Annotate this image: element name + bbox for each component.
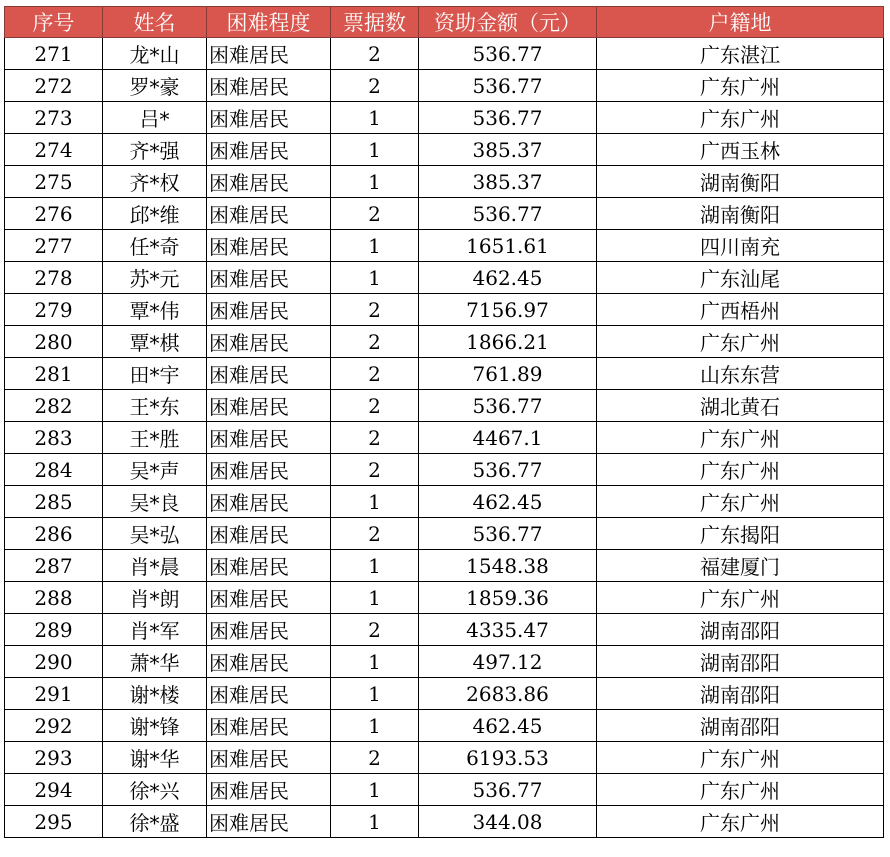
household-registration-cell: 广东揭阳 xyxy=(597,518,884,550)
difficulty-level-cell: 困难居民 xyxy=(207,262,331,294)
name-cell: 吴*良 xyxy=(103,486,207,518)
receipt-count-cell: 1 xyxy=(331,678,419,710)
aid-amount-cell: 536.77 xyxy=(419,454,597,486)
household-registration-cell: 湖南邵阳 xyxy=(597,614,884,646)
aid-amount-cell: 344.08 xyxy=(419,806,597,838)
difficulty-level-cell: 困难居民 xyxy=(207,678,331,710)
table-row xyxy=(5,358,884,390)
household-registration-cell: 广东广州 xyxy=(597,806,884,838)
difficulty-level-cell: 困难居民 xyxy=(207,710,331,742)
household-registration-cell: 广东湛江 xyxy=(597,38,884,70)
difficulty-level-cell: 困难居民 xyxy=(207,518,331,550)
difficulty-level-cell: 困难居民 xyxy=(207,134,331,166)
table-row xyxy=(5,198,884,230)
name-cell: 覃*伟 xyxy=(103,294,207,326)
household-registration-cell: 福建厦门 xyxy=(597,550,884,582)
aid-amount-cell: 761.89 xyxy=(419,358,597,390)
header-name: 姓名 xyxy=(103,7,207,38)
serial-number-cell: 278 xyxy=(5,262,103,294)
table-row xyxy=(5,326,884,358)
receipt-count-cell: 2 xyxy=(331,614,419,646)
difficulty-level-cell: 困难居民 xyxy=(207,326,331,358)
serial-number-cell: 274 xyxy=(5,134,103,166)
name-cell: 吴*弘 xyxy=(103,518,207,550)
aid-amount-cell: 1859.36 xyxy=(419,582,597,614)
household-registration-cell: 湖南邵阳 xyxy=(597,710,884,742)
serial-number-cell: 279 xyxy=(5,294,103,326)
difficulty-level-cell: 困难居民 xyxy=(207,358,331,390)
table-row xyxy=(5,70,884,102)
name-cell: 肖*军 xyxy=(103,614,207,646)
name-cell: 肖*朗 xyxy=(103,582,207,614)
serial-number-cell: 295 xyxy=(5,806,103,838)
household-registration-cell: 广西梧州 xyxy=(597,294,884,326)
aid-amount-cell: 536.77 xyxy=(419,70,597,102)
name-cell: 徐*兴 xyxy=(103,774,207,806)
aid-amount-cell: 1866.21 xyxy=(419,326,597,358)
name-cell: 谢*楼 xyxy=(103,678,207,710)
header-household-registration: 户籍地 xyxy=(597,7,884,38)
serial-number-cell: 271 xyxy=(5,38,103,70)
table-row xyxy=(5,678,884,710)
household-registration-cell: 湖南衡阳 xyxy=(597,166,884,198)
receipt-count-cell: 1 xyxy=(331,486,419,518)
serial-number-cell: 286 xyxy=(5,518,103,550)
receipt-count-cell: 2 xyxy=(331,454,419,486)
serial-number-cell: 288 xyxy=(5,582,103,614)
receipt-count-cell: 2 xyxy=(331,294,419,326)
household-registration-cell: 湖南邵阳 xyxy=(597,646,884,678)
serial-number-cell: 285 xyxy=(5,486,103,518)
serial-number-cell: 281 xyxy=(5,358,103,390)
household-registration-cell: 山东东营 xyxy=(597,358,884,390)
difficulty-level-cell: 困难居民 xyxy=(207,742,331,774)
header-row xyxy=(5,7,884,38)
table-row xyxy=(5,550,884,582)
difficulty-level-cell: 困难居民 xyxy=(207,486,331,518)
aid-amount-cell: 7156.97 xyxy=(419,294,597,326)
data-table xyxy=(4,6,884,838)
receipt-count-cell: 2 xyxy=(331,422,419,454)
table-row xyxy=(5,806,884,838)
aid-amount-cell: 4335.47 xyxy=(419,614,597,646)
difficulty-level-cell: 困难居民 xyxy=(207,390,331,422)
difficulty-level-cell: 困难居民 xyxy=(207,294,331,326)
difficulty-level-cell: 困难居民 xyxy=(207,230,331,262)
household-registration-cell: 广东广州 xyxy=(597,326,884,358)
aid-amount-cell: 536.77 xyxy=(419,518,597,550)
table-row xyxy=(5,230,884,262)
aid-amount-cell: 385.37 xyxy=(419,166,597,198)
aid-amount-cell: 1651.61 xyxy=(419,230,597,262)
serial-number-cell: 276 xyxy=(5,198,103,230)
household-registration-cell: 广东广州 xyxy=(597,486,884,518)
serial-number-cell: 293 xyxy=(5,742,103,774)
table-row xyxy=(5,582,884,614)
name-cell: 田*宇 xyxy=(103,358,207,390)
receipt-count-cell: 2 xyxy=(331,390,419,422)
table-row xyxy=(5,774,884,806)
table-row xyxy=(5,102,884,134)
serial-number-cell: 282 xyxy=(5,390,103,422)
difficulty-level-cell: 困难居民 xyxy=(207,806,331,838)
receipt-count-cell: 1 xyxy=(331,230,419,262)
receipt-count-cell: 2 xyxy=(331,518,419,550)
header-difficulty-level: 困难程度 xyxy=(207,7,331,38)
aid-amount-cell: 536.77 xyxy=(419,38,597,70)
serial-number-cell: 287 xyxy=(5,550,103,582)
table-row xyxy=(5,134,884,166)
receipt-count-cell: 1 xyxy=(331,102,419,134)
household-registration-cell: 广东汕尾 xyxy=(597,262,884,294)
aid-amount-cell: 462.45 xyxy=(419,710,597,742)
difficulty-level-cell: 困难居民 xyxy=(207,646,331,678)
table-row xyxy=(5,422,884,454)
name-cell: 谢*华 xyxy=(103,742,207,774)
aid-amount-cell: 536.77 xyxy=(419,198,597,230)
difficulty-level-cell: 困难居民 xyxy=(207,582,331,614)
serial-number-cell: 273 xyxy=(5,102,103,134)
aid-amount-cell: 536.77 xyxy=(419,774,597,806)
name-cell: 邱*维 xyxy=(103,198,207,230)
household-registration-cell: 广东广州 xyxy=(597,422,884,454)
aid-amount-cell: 4467.1 xyxy=(419,422,597,454)
difficulty-level-cell: 困难居民 xyxy=(207,70,331,102)
name-cell: 徐*盛 xyxy=(103,806,207,838)
household-registration-cell: 广东广州 xyxy=(597,454,884,486)
receipt-count-cell: 1 xyxy=(331,166,419,198)
receipt-count-cell: 1 xyxy=(331,550,419,582)
table-row xyxy=(5,454,884,486)
household-registration-cell: 广东广州 xyxy=(597,742,884,774)
table-row xyxy=(5,38,884,70)
table-row xyxy=(5,614,884,646)
aid-amount-cell: 462.45 xyxy=(419,486,597,518)
name-cell: 萧*华 xyxy=(103,646,207,678)
serial-number-cell: 280 xyxy=(5,326,103,358)
name-cell: 覃*棋 xyxy=(103,326,207,358)
table-row xyxy=(5,262,884,294)
table-row xyxy=(5,294,884,326)
name-cell: 吕* xyxy=(103,102,207,134)
household-registration-cell: 四川南充 xyxy=(597,230,884,262)
receipt-count-cell: 1 xyxy=(331,806,419,838)
receipt-count-cell: 1 xyxy=(331,774,419,806)
serial-number-cell: 292 xyxy=(5,710,103,742)
receipt-count-cell: 2 xyxy=(331,198,419,230)
table-row xyxy=(5,646,884,678)
name-cell: 谢*锋 xyxy=(103,710,207,742)
serial-number-cell: 284 xyxy=(5,454,103,486)
household-registration-cell: 湖南邵阳 xyxy=(597,678,884,710)
difficulty-level-cell: 困难居民 xyxy=(207,774,331,806)
receipt-count-cell: 1 xyxy=(331,134,419,166)
table-row xyxy=(5,486,884,518)
name-cell: 肖*晨 xyxy=(103,550,207,582)
difficulty-level-cell: 困难居民 xyxy=(207,198,331,230)
household-registration-cell: 广东广州 xyxy=(597,102,884,134)
serial-number-cell: 283 xyxy=(5,422,103,454)
serial-number-cell: 272 xyxy=(5,70,103,102)
aid-amount-cell: 385.37 xyxy=(419,134,597,166)
difficulty-level-cell: 困难居民 xyxy=(207,614,331,646)
household-registration-cell: 广东广州 xyxy=(597,582,884,614)
aid-amount-cell: 536.77 xyxy=(419,390,597,422)
difficulty-level-cell: 困难居民 xyxy=(207,454,331,486)
receipt-count-cell: 1 xyxy=(331,262,419,294)
name-cell: 任*奇 xyxy=(103,230,207,262)
aid-amount-cell: 497.12 xyxy=(419,646,597,678)
aid-amount-cell: 6193.53 xyxy=(419,742,597,774)
name-cell: 罗*豪 xyxy=(103,70,207,102)
difficulty-level-cell: 困难居民 xyxy=(207,166,331,198)
receipt-count-cell: 2 xyxy=(331,358,419,390)
serial-number-cell: 294 xyxy=(5,774,103,806)
header-aid-amount: 资助金额（元） xyxy=(419,7,597,38)
household-registration-cell: 广东广州 xyxy=(597,774,884,806)
receipt-count-cell: 1 xyxy=(331,646,419,678)
name-cell: 龙*山 xyxy=(103,38,207,70)
receipt-count-cell: 2 xyxy=(331,38,419,70)
table-body xyxy=(5,38,884,838)
difficulty-level-cell: 困难居民 xyxy=(207,550,331,582)
name-cell: 齐*权 xyxy=(103,166,207,198)
receipt-count-cell: 2 xyxy=(331,70,419,102)
receipt-count-cell: 2 xyxy=(331,742,419,774)
aid-amount-cell: 462.45 xyxy=(419,262,597,294)
receipt-count-cell: 1 xyxy=(331,710,419,742)
difficulty-level-cell: 困难居民 xyxy=(207,38,331,70)
table-row xyxy=(5,518,884,550)
difficulty-level-cell: 困难居民 xyxy=(207,102,331,134)
aid-amount-cell: 2683.86 xyxy=(419,678,597,710)
serial-number-cell: 289 xyxy=(5,614,103,646)
header-serial-number: 序号 xyxy=(5,7,103,38)
table-row xyxy=(5,742,884,774)
serial-number-cell: 277 xyxy=(5,230,103,262)
name-cell: 苏*元 xyxy=(103,262,207,294)
aid-amount-cell: 1548.38 xyxy=(419,550,597,582)
receipt-count-cell: 1 xyxy=(331,582,419,614)
household-registration-cell: 湖北黄石 xyxy=(597,390,884,422)
name-cell: 王*东 xyxy=(103,390,207,422)
household-registration-cell: 湖南衡阳 xyxy=(597,198,884,230)
table-row xyxy=(5,390,884,422)
name-cell: 王*胜 xyxy=(103,422,207,454)
household-registration-cell: 广西玉林 xyxy=(597,134,884,166)
household-registration-cell: 广东广州 xyxy=(597,70,884,102)
header-receipt-count: 票据数 xyxy=(331,7,419,38)
receipt-count-cell: 2 xyxy=(331,326,419,358)
serial-number-cell: 291 xyxy=(5,678,103,710)
serial-number-cell: 275 xyxy=(5,166,103,198)
table-row xyxy=(5,166,884,198)
aid-amount-cell: 536.77 xyxy=(419,102,597,134)
name-cell: 齐*强 xyxy=(103,134,207,166)
serial-number-cell: 290 xyxy=(5,646,103,678)
table-row xyxy=(5,710,884,742)
name-cell: 吴*声 xyxy=(103,454,207,486)
difficulty-level-cell: 困难居民 xyxy=(207,422,331,454)
